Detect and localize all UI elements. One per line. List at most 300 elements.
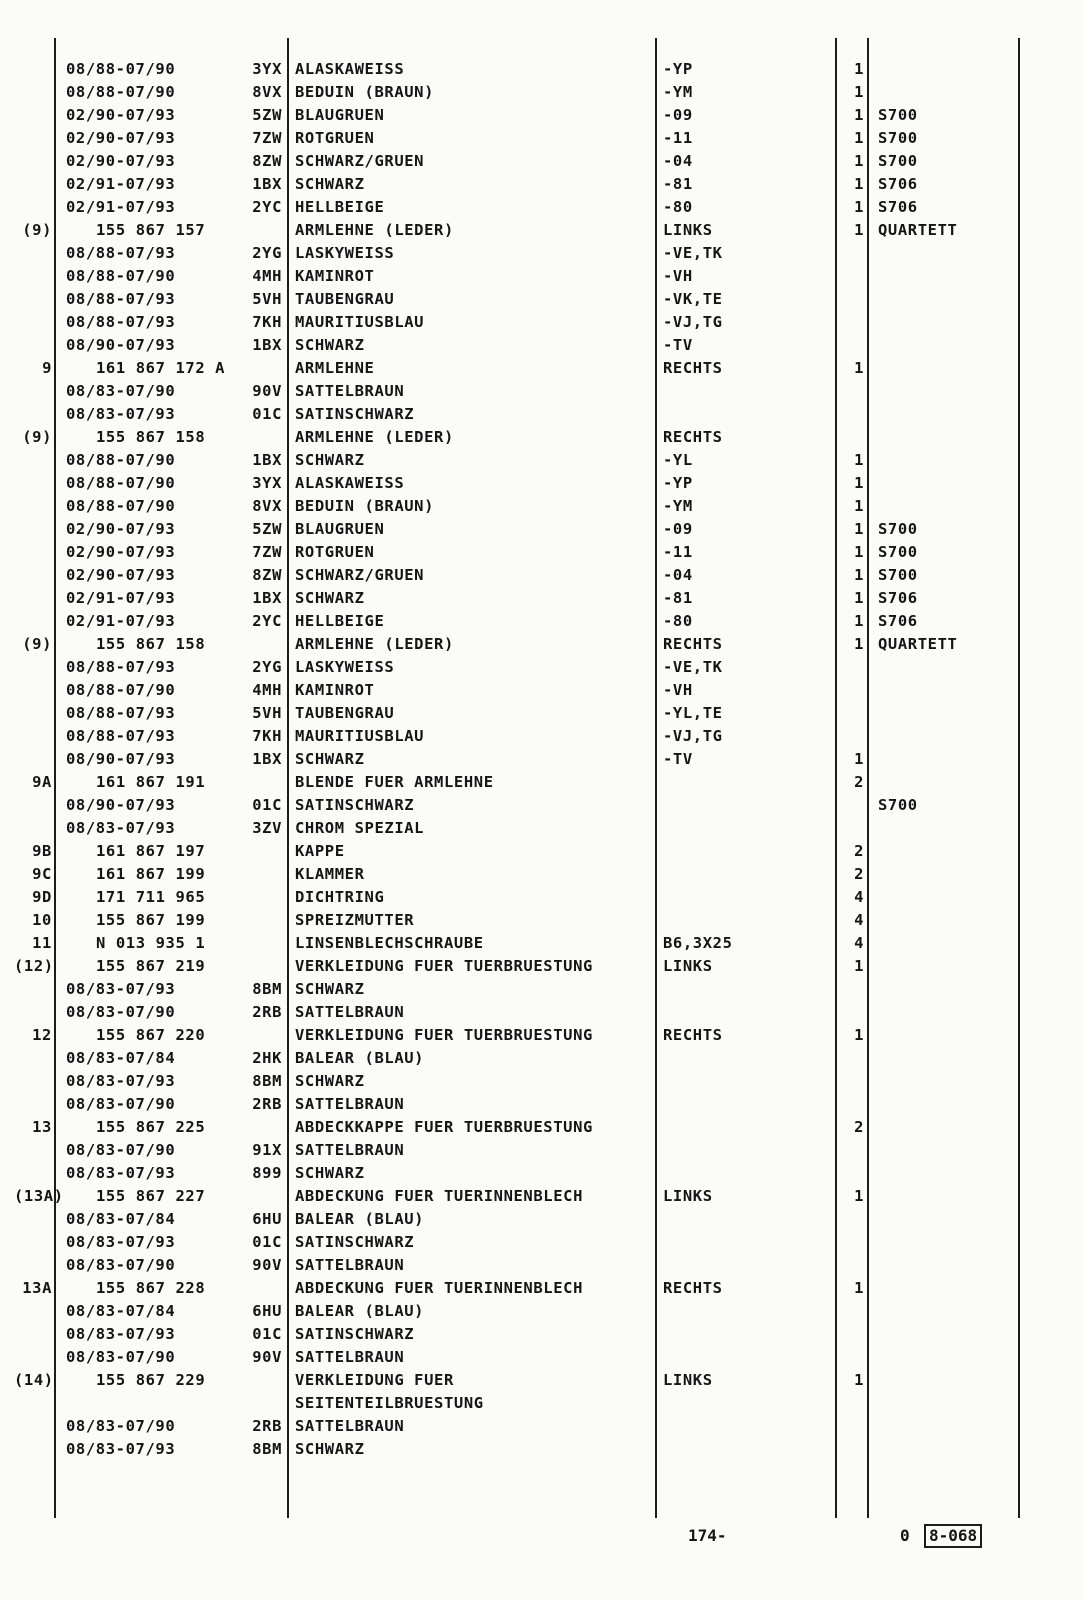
cell-code: 5VH — [252, 704, 282, 722]
cell-qty: 2 — [854, 842, 864, 860]
cell-part: 08/83-07/90 — [66, 1348, 176, 1366]
cell-part: 161 867 172 A — [96, 359, 226, 377]
cell-part: 08/83-07/93 — [66, 819, 176, 837]
cell-code: 3YX — [252, 60, 282, 78]
cell-qty: 1 — [854, 635, 864, 653]
cell-part: 08/88-07/90 — [66, 83, 176, 101]
cell-desc: ALASKAWEISS — [295, 474, 405, 492]
cell-desc: VERKLEIDUNG FUER TUERBRUESTUNG — [295, 957, 593, 975]
cell-desc: SATINSCHWARZ — [295, 1325, 415, 1343]
cell-desc: SATTELBRAUN — [295, 1003, 405, 1021]
table-row — [0, 702, 1084, 725]
cell-pos: (9) — [22, 428, 52, 446]
table-row — [0, 334, 1084, 357]
cell-part: 08/83-07/93 — [66, 1072, 176, 1090]
cell-desc: SCHWARZ — [295, 175, 365, 193]
cell-pos: 9C — [32, 865, 52, 883]
table-row — [0, 81, 1084, 104]
table-row — [0, 311, 1084, 334]
cell-part: 08/88-07/93 — [66, 244, 176, 262]
cell-desc: VERKLEIDUNG FUER TUERBRUESTUNG — [295, 1026, 593, 1044]
table-row — [0, 725, 1084, 748]
cell-part: 08/88-07/93 — [66, 704, 176, 722]
cell-code: 01C — [252, 796, 282, 814]
table-row — [0, 173, 1084, 196]
cell-rem: LINKS — [663, 221, 713, 239]
cell-code: 90V — [252, 1256, 282, 1274]
table-row — [0, 426, 1084, 449]
cell-part: 155 867 229 — [96, 1371, 206, 1389]
cell-code: 2RB — [252, 1417, 282, 1435]
cell-qty: 1 — [854, 520, 864, 538]
table-row — [0, 1369, 1084, 1392]
cell-part: 02/90-07/93 — [66, 129, 176, 147]
cell-code: 1BX — [252, 589, 282, 607]
cell-part: 02/91-07/93 — [66, 589, 176, 607]
cell-part: 08/83-07/90 — [66, 382, 176, 400]
cell-pos: 10 — [32, 911, 52, 929]
table-row — [0, 472, 1084, 495]
cell-desc: BLAUGRUEN — [295, 106, 385, 124]
cell-desc: SATINSCHWARZ — [295, 796, 415, 814]
cell-code: 7ZW — [252, 129, 282, 147]
cell-qty: 1 — [854, 543, 864, 561]
cell-part: 02/90-07/93 — [66, 520, 176, 538]
cell-desc: SCHWARZ/GRUEN — [295, 566, 425, 584]
cell-pos: 12 — [32, 1026, 52, 1044]
cell-desc: LASKYWEISS — [295, 658, 395, 676]
cell-qty: 1 — [854, 589, 864, 607]
cell-model: S700 — [878, 129, 918, 147]
cell-part: 02/90-07/93 — [66, 152, 176, 170]
cell-desc: SATTELBRAUN — [295, 1095, 405, 1113]
cell-desc: LINSENBLECHSCHRAUBE — [295, 934, 484, 952]
cell-part: 02/91-07/93 — [66, 612, 176, 630]
cell-part: 08/83-07/90 — [66, 1141, 176, 1159]
cell-code: 90V — [252, 382, 282, 400]
cell-model: S700 — [878, 566, 918, 584]
table-row — [0, 1323, 1084, 1346]
cell-desc: BALEAR (BLAU) — [295, 1302, 425, 1320]
table-row — [0, 1116, 1084, 1139]
cell-code: 7KH — [252, 313, 282, 331]
cell-rem: -11 — [663, 129, 693, 147]
cell-model: S700 — [878, 152, 918, 170]
cell-code: 90V — [252, 1348, 282, 1366]
cell-rem: -TV — [663, 336, 693, 354]
cell-code: 899 — [252, 1164, 282, 1182]
cell-pos: (13A) — [14, 1187, 64, 1205]
cell-model: S706 — [878, 175, 918, 193]
cell-desc: SPREIZMUTTER — [295, 911, 415, 929]
cell-desc: SATTELBRAUN — [295, 1256, 405, 1274]
page-reference — [924, 1523, 982, 1549]
cell-code: 01C — [252, 1325, 282, 1343]
table-row — [0, 1346, 1084, 1369]
cell-qty: 1 — [854, 1026, 864, 1044]
cell-rem: -09 — [663, 520, 693, 538]
cell-rem: -YM — [663, 83, 693, 101]
cell-qty: 1 — [854, 1187, 864, 1205]
cell-rem: RECHTS — [663, 428, 723, 446]
cell-qty: 1 — [854, 129, 864, 147]
cell-code: 6HU — [252, 1210, 282, 1228]
cell-rem: -YL — [663, 451, 693, 469]
cell-pos: 9A — [32, 773, 52, 791]
cell-rem: -VJ,TG — [663, 727, 723, 745]
cell-qty: 1 — [854, 106, 864, 124]
cell-code: 5ZW — [252, 106, 282, 124]
table-row — [0, 840, 1084, 863]
cell-code: 2YG — [252, 244, 282, 262]
cell-qty: 1 — [854, 612, 864, 630]
cell-part: 08/88-07/90 — [66, 60, 176, 78]
table-row — [0, 288, 1084, 311]
cell-model: S706 — [878, 589, 918, 607]
cell-desc: KAPPE — [295, 842, 345, 860]
table-row — [0, 495, 1084, 518]
table-row — [0, 748, 1084, 771]
cell-pos: 13 — [32, 1118, 52, 1136]
cell-code: 3YX — [252, 474, 282, 492]
cell-pos: (9) — [22, 635, 52, 653]
cell-desc: SATINSCHWARZ — [295, 405, 415, 423]
cell-qty: 1 — [854, 60, 864, 78]
table-row — [0, 587, 1084, 610]
cell-part: 155 867 158 — [96, 635, 206, 653]
cell-part: 02/91-07/93 — [66, 198, 176, 216]
cell-rem: RECHTS — [663, 635, 723, 653]
cell-desc: DICHTRING — [295, 888, 385, 906]
cell-desc: ROTGRUEN — [295, 129, 375, 147]
cell-desc: SATTELBRAUN — [295, 1141, 405, 1159]
cell-part: 08/88-07/93 — [66, 727, 176, 745]
page-reference-box: 8-068 — [924, 1524, 982, 1548]
cell-code: 8BM — [252, 1072, 282, 1090]
cell-rem: -YL,TE — [663, 704, 723, 722]
cell-rem: -80 — [663, 198, 693, 216]
table-row — [0, 150, 1084, 173]
cell-qty: 1 — [854, 451, 864, 469]
cell-model: S700 — [878, 106, 918, 124]
table-row — [0, 518, 1084, 541]
cell-qty: 1 — [854, 198, 864, 216]
cell-rem: -YP — [663, 60, 693, 78]
table-row — [0, 863, 1084, 886]
cell-code: 7ZW — [252, 543, 282, 561]
cell-desc: HELLBEIGE — [295, 198, 385, 216]
cell-rem: -09 — [663, 106, 693, 124]
cell-part: 155 867 227 — [96, 1187, 206, 1205]
cell-part: 171 711 965 — [96, 888, 206, 906]
cell-code: 4MH — [252, 267, 282, 285]
cell-qty: 2 — [854, 773, 864, 791]
cell-rem: LINKS — [663, 1371, 713, 1389]
cell-code: 5ZW — [252, 520, 282, 538]
table-row — [0, 242, 1084, 265]
cell-code: 6HU — [252, 1302, 282, 1320]
cell-desc: SCHWARZ — [295, 589, 365, 607]
cell-part: 08/88-07/93 — [66, 313, 176, 331]
cell-rem: -VE,TK — [663, 658, 723, 676]
table-row — [0, 1231, 1084, 1254]
table-row — [0, 1139, 1084, 1162]
cell-model: QUARTETT — [878, 221, 958, 239]
cell-model: S700 — [878, 543, 918, 561]
cell-part: 155 867 219 — [96, 957, 206, 975]
cell-desc: ABDECKUNG FUER TUERINNENBLECH — [295, 1187, 584, 1205]
table-row — [0, 380, 1084, 403]
cell-code: 01C — [252, 405, 282, 423]
cell-rem: -80 — [663, 612, 693, 630]
table-row — [0, 610, 1084, 633]
cell-part: 155 867 220 — [96, 1026, 206, 1044]
cell-part: 08/88-07/90 — [66, 497, 176, 515]
cell-pos: (14) — [14, 1371, 54, 1389]
table-row — [0, 886, 1084, 909]
cell-rem: LINKS — [663, 957, 713, 975]
table-row — [0, 932, 1084, 955]
cell-desc: CHROM SPEZIAL — [295, 819, 425, 837]
cell-rem: RECHTS — [663, 1026, 723, 1044]
cell-part: 08/88-07/93 — [66, 290, 176, 308]
footer-zero: 0 — [900, 1526, 910, 1545]
cell-pos: 11 — [32, 934, 52, 952]
cell-qty: 1 — [854, 1279, 864, 1297]
cell-part: 08/83-07/90 — [66, 1095, 176, 1113]
cell-code: 1BX — [252, 175, 282, 193]
table-row — [0, 679, 1084, 702]
cell-part: 08/88-07/90 — [66, 451, 176, 469]
cell-part: 08/88-07/90 — [66, 267, 176, 285]
table-row — [0, 449, 1084, 472]
cell-pos: 9D — [32, 888, 52, 906]
table-row — [0, 1047, 1084, 1070]
table-row — [0, 127, 1084, 150]
table-row — [0, 1093, 1084, 1116]
table-row — [0, 1024, 1084, 1047]
cell-desc: BEDUIN (BRAUN) — [295, 497, 435, 515]
cell-qty: 1 — [854, 175, 864, 193]
cell-part: 02/90-07/93 — [66, 106, 176, 124]
cell-desc: MAURITIUSBLAU — [295, 313, 425, 331]
cell-part: 08/83-07/90 — [66, 1003, 176, 1021]
cell-desc: BEDUIN (BRAUN) — [295, 83, 435, 101]
cell-code: 2RB — [252, 1095, 282, 1113]
table-row — [0, 978, 1084, 1001]
cell-code: 8VX — [252, 497, 282, 515]
cell-code: 1BX — [252, 750, 282, 768]
cell-rem: -81 — [663, 589, 693, 607]
cell-part: 08/90-07/93 — [66, 796, 176, 814]
cell-desc: BALEAR (BLAU) — [295, 1049, 425, 1067]
cell-desc: ABDECKKAPPE FUER TUERBRUESTUNG — [295, 1118, 593, 1136]
cell-desc: SATTELBRAUN — [295, 1348, 405, 1366]
cell-code: 2RB — [252, 1003, 282, 1021]
cell-desc: BALEAR (BLAU) — [295, 1210, 425, 1228]
table-row — [0, 1162, 1084, 1185]
cell-desc: BLAUGRUEN — [295, 520, 385, 538]
cell-pos: (12) — [14, 957, 54, 975]
cell-pos: 13A — [22, 1279, 52, 1297]
table-row — [0, 1438, 1084, 1461]
cell-part: 08/88-07/90 — [66, 681, 176, 699]
cell-code: 91X — [252, 1141, 282, 1159]
cell-rem: -YP — [663, 474, 693, 492]
cell-rem: -11 — [663, 543, 693, 561]
cell-rem: -VH — [663, 681, 693, 699]
cell-model: S706 — [878, 198, 918, 216]
table-row — [0, 1300, 1084, 1323]
table-row — [0, 1277, 1084, 1300]
table-row — [0, 794, 1084, 817]
cell-part: 161 867 199 — [96, 865, 206, 883]
cell-rem: -81 — [663, 175, 693, 193]
table-row — [0, 817, 1084, 840]
table-row — [0, 1208, 1084, 1231]
cell-code: 2HK — [252, 1049, 282, 1067]
cell-part: 08/88-07/93 — [66, 658, 176, 676]
cell-code: 2YG — [252, 658, 282, 676]
cell-part: 02/91-07/93 — [66, 175, 176, 193]
table-row — [0, 633, 1084, 656]
cell-code: 4MH — [252, 681, 282, 699]
table-row — [0, 541, 1084, 564]
table-row — [0, 564, 1084, 587]
cell-part: 08/83-07/84 — [66, 1210, 176, 1228]
cell-desc: ARMLEHNE (LEDER) — [295, 635, 454, 653]
table-row — [0, 771, 1084, 794]
table-row — [0, 196, 1084, 219]
cell-part: N 013 935 1 — [96, 934, 206, 952]
cell-rem: -YM — [663, 497, 693, 515]
cell-desc: ARMLEHNE — [295, 359, 375, 377]
cell-qty: 1 — [854, 750, 864, 768]
cell-qty: 1 — [854, 83, 864, 101]
cell-qty: 2 — [854, 1118, 864, 1136]
cell-part: 161 867 191 — [96, 773, 206, 791]
cell-part: 02/90-07/93 — [66, 543, 176, 561]
table-row — [0, 909, 1084, 932]
cell-code: 1BX — [252, 451, 282, 469]
cell-qty: 1 — [854, 474, 864, 492]
cell-code: 3ZV — [252, 819, 282, 837]
cell-rem: -VE,TK — [663, 244, 723, 262]
cell-part: 08/90-07/93 — [66, 750, 176, 768]
cell-desc: TAUBENGRAU — [295, 704, 395, 722]
cell-desc: ARMLEHNE (LEDER) — [295, 221, 454, 239]
cell-code: 2YC — [252, 612, 282, 630]
cell-desc: ROTGRUEN — [295, 543, 375, 561]
cell-rem: B6,3X25 — [663, 934, 733, 952]
cell-part: 08/83-07/93 — [66, 405, 176, 423]
cell-qty: 1 — [854, 566, 864, 584]
cell-pos: (9) — [22, 221, 52, 239]
cell-qty: 1 — [854, 359, 864, 377]
cell-part: 155 867 228 — [96, 1279, 206, 1297]
cell-code: 8VX — [252, 83, 282, 101]
cell-part: 08/83-07/93 — [66, 1233, 176, 1251]
cell-part: 08/83-07/93 — [66, 1325, 176, 1343]
cell-desc: KAMINROT — [295, 681, 375, 699]
cell-rem: -VJ,TG — [663, 313, 723, 331]
cell-desc: TAUBENGRAU — [295, 290, 395, 308]
table-row — [0, 1185, 1084, 1208]
table-row — [0, 403, 1084, 426]
cell-qty: 1 — [854, 497, 864, 515]
cell-model: S700 — [878, 520, 918, 538]
cell-code: 8BM — [252, 1440, 282, 1458]
cell-part: 08/83-07/90 — [66, 1417, 176, 1435]
cell-desc: SCHWARZ/GRUEN — [295, 152, 425, 170]
cell-desc: SCHWARZ — [295, 336, 365, 354]
cell-desc: SATINSCHWARZ — [295, 1233, 415, 1251]
table-row — [0, 58, 1084, 81]
cell-desc: ARMLEHNE (LEDER) — [295, 428, 454, 446]
cell-code: 5VH — [252, 290, 282, 308]
cell-model: QUARTETT — [878, 635, 958, 653]
cell-desc: KAMINROT — [295, 267, 375, 285]
cell-code: 1BX — [252, 336, 282, 354]
cell-part: 155 867 199 — [96, 911, 206, 929]
page-number: 174- — [688, 1526, 727, 1545]
cell-part: 08/83-07/93 — [66, 1164, 176, 1182]
cell-code: 8BM — [252, 980, 282, 998]
cell-part: 08/90-07/93 — [66, 336, 176, 354]
cell-desc: MAURITIUSBLAU — [295, 727, 425, 745]
cell-model: S706 — [878, 612, 918, 630]
cell-rem: -VK,TE — [663, 290, 723, 308]
cell-desc: SCHWARZ — [295, 980, 365, 998]
cell-desc: ALASKAWEISS — [295, 60, 405, 78]
cell-part: 155 867 158 — [96, 428, 206, 446]
cell-model: S700 — [878, 796, 918, 814]
table-row — [0, 104, 1084, 127]
cell-desc: SCHWARZ — [295, 1440, 365, 1458]
cell-part: 155 867 225 — [96, 1118, 206, 1136]
cell-part: 08/83-07/90 — [66, 1256, 176, 1274]
table-row — [0, 265, 1084, 288]
cell-desc: SATTELBRAUN — [295, 382, 405, 400]
cell-qty: 1 — [854, 957, 864, 975]
cell-qty: 4 — [854, 888, 864, 906]
cell-rem: -04 — [663, 152, 693, 170]
cell-pos: 9B — [32, 842, 52, 860]
table-row — [0, 1415, 1084, 1438]
cell-code: 2YC — [252, 198, 282, 216]
cell-part: 08/83-07/84 — [66, 1302, 176, 1320]
table-row — [0, 219, 1084, 242]
cell-rem: LINKS — [663, 1187, 713, 1205]
cell-part: 161 867 197 — [96, 842, 206, 860]
cell-desc: HELLBEIGE — [295, 612, 385, 630]
cell-code: 8ZW — [252, 566, 282, 584]
cell-qty: 1 — [854, 221, 864, 239]
cell-desc: SCHWARZ — [295, 1072, 365, 1090]
table-row — [0, 1001, 1084, 1024]
cell-code: 8ZW — [252, 152, 282, 170]
cell-desc: SCHWARZ — [295, 1164, 365, 1182]
cell-qty: 4 — [854, 911, 864, 929]
cell-desc: SCHWARZ — [295, 451, 365, 469]
cell-rem: RECHTS — [663, 1279, 723, 1297]
table-row — [0, 1070, 1084, 1093]
cell-qty: 1 — [854, 1371, 864, 1389]
cell-desc: KLAMMER — [295, 865, 365, 883]
cell-part: 08/83-07/93 — [66, 1440, 176, 1458]
cell-code: 01C — [252, 1233, 282, 1251]
cell-code: 7KH — [252, 727, 282, 745]
